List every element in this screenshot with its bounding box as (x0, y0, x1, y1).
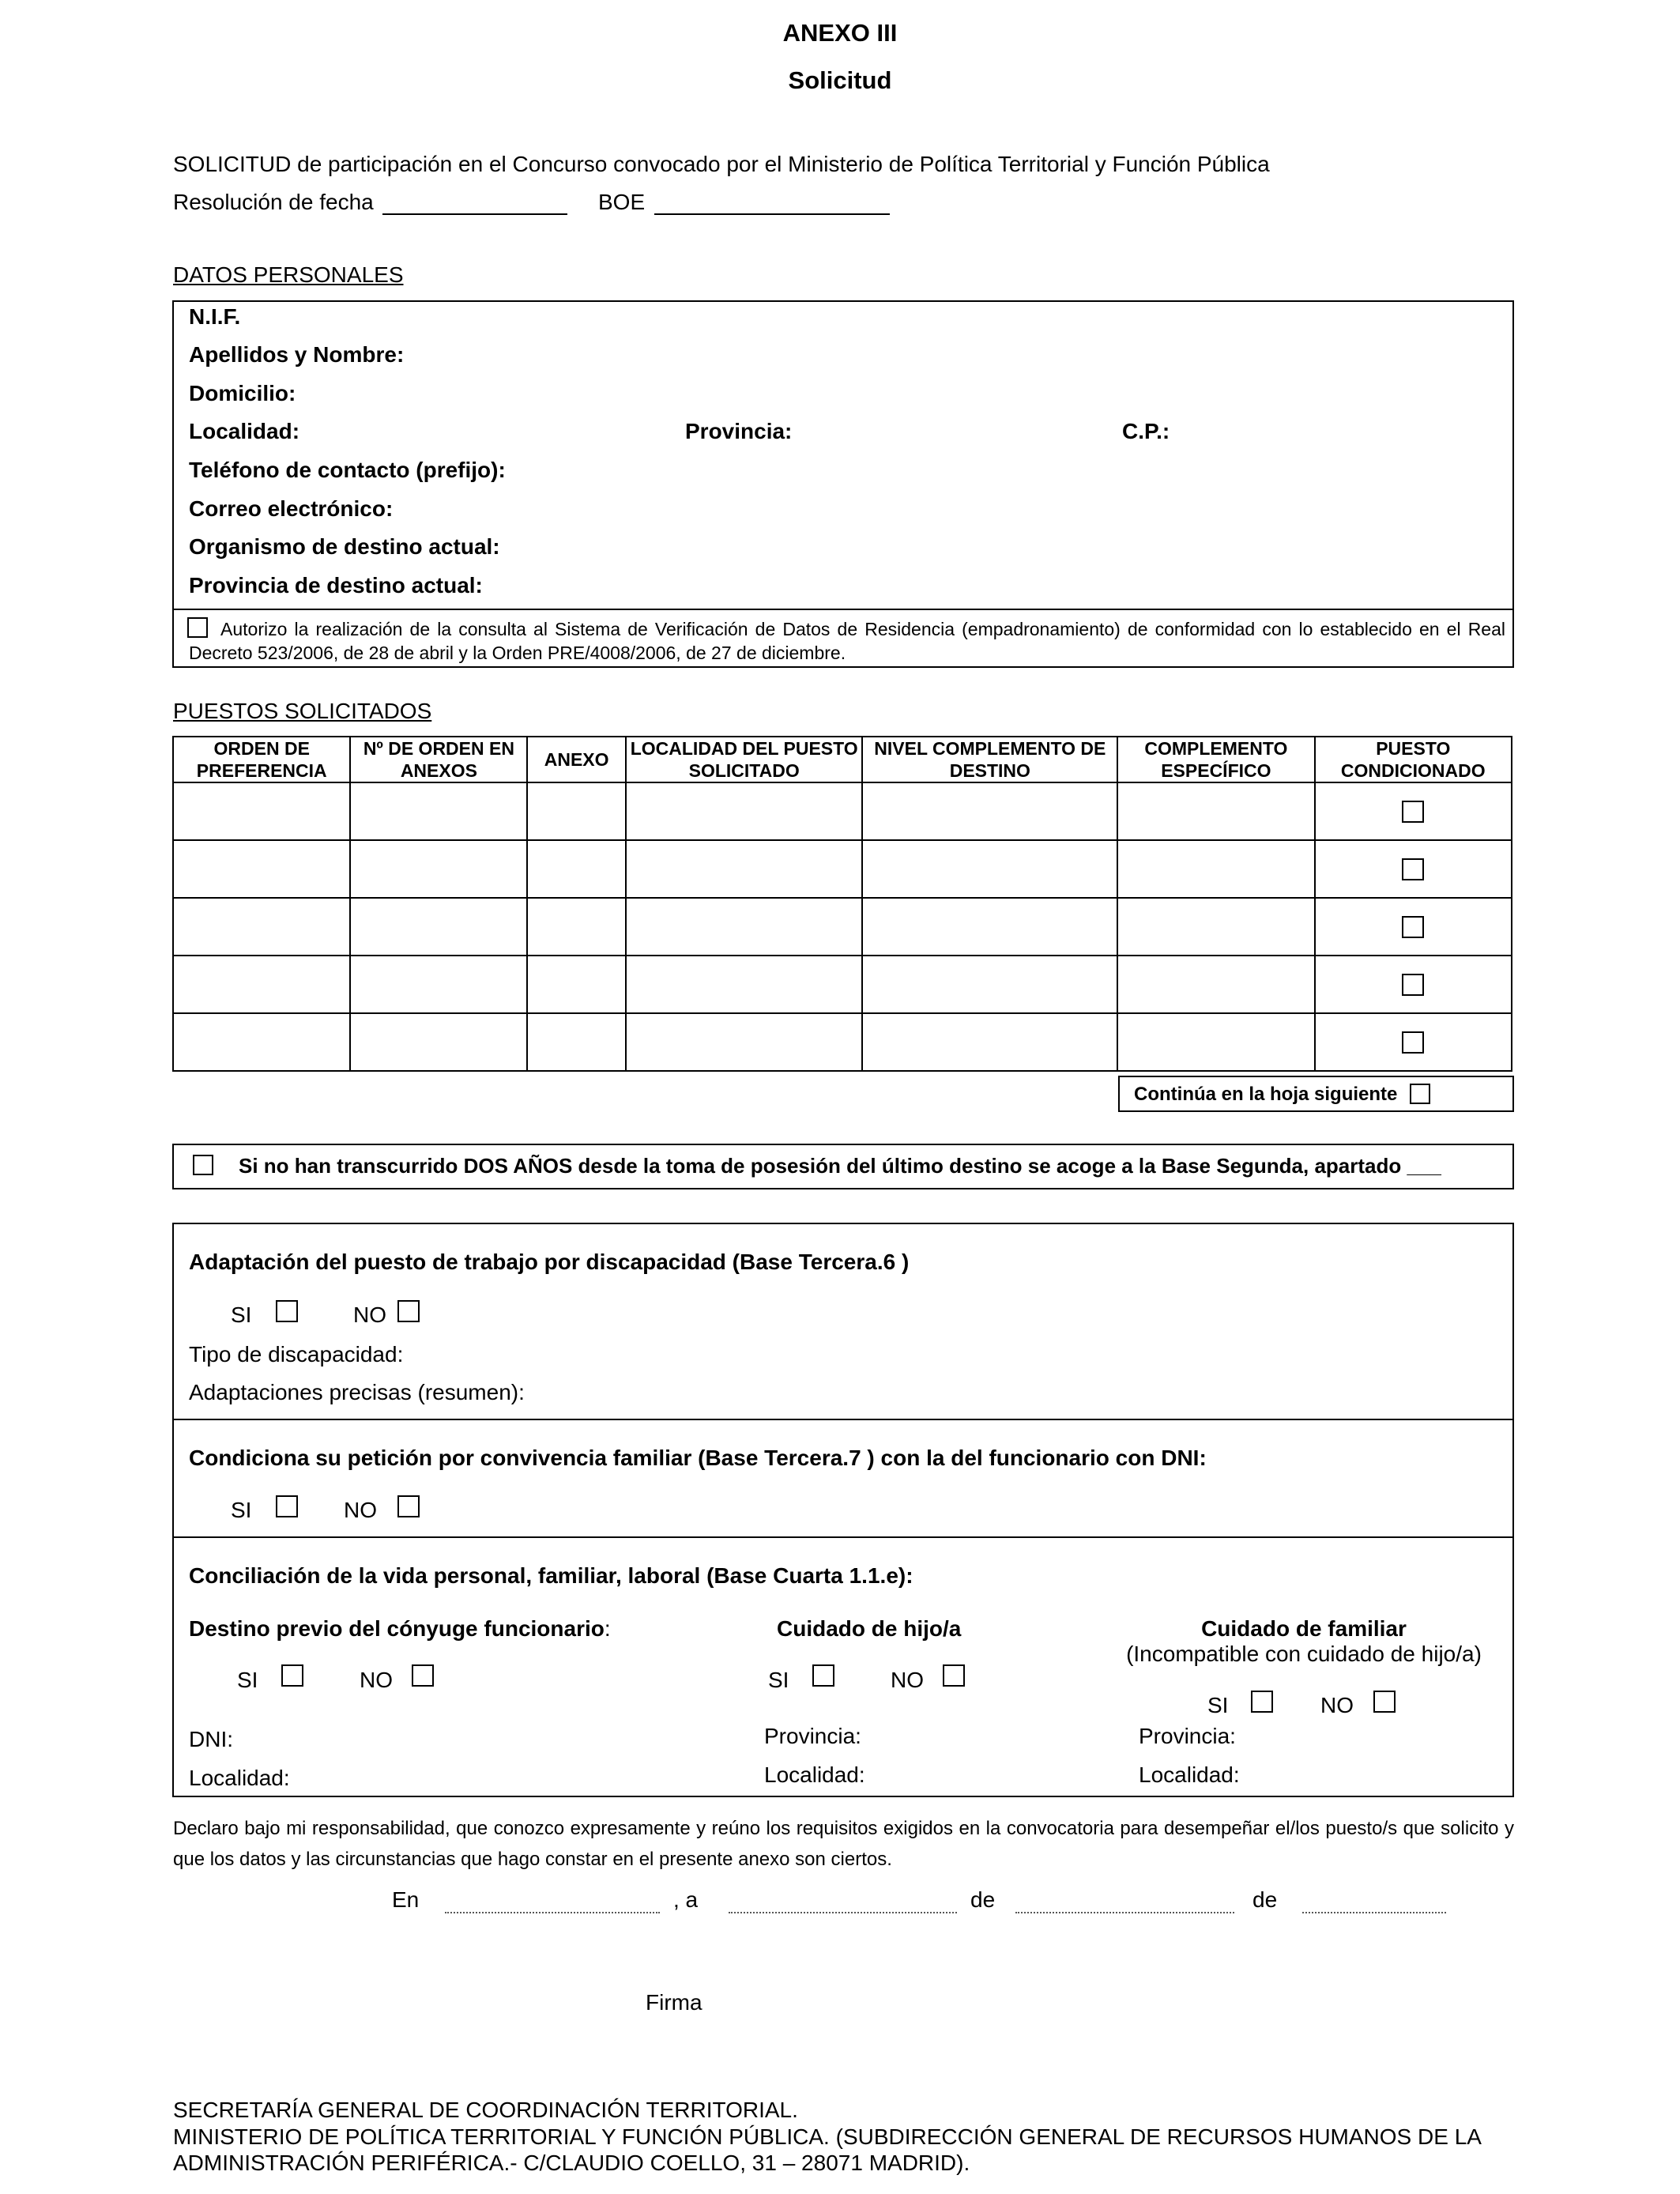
familiar-title: Cuidado de familiar (1201, 1616, 1407, 1641)
table-cell[interactable] (527, 1013, 626, 1071)
hijo-localidad-label: Localidad: (764, 1762, 865, 1787)
divider (172, 1536, 1514, 1538)
puestos-heading: PUESTOS SOLICITADOS (173, 699, 432, 723)
table-cell[interactable] (626, 1013, 863, 1071)
condiciona-si-label: SI (231, 1498, 252, 1522)
table-row (173, 840, 1512, 898)
conyuge-no-label: NO (360, 1668, 393, 1692)
adaptacion-no-checkbox[interactable] (397, 1300, 420, 1322)
continua-checkbox[interactable] (1410, 1084, 1430, 1104)
table-cell[interactable] (173, 956, 350, 1013)
table-cell[interactable] (350, 956, 527, 1013)
a-label: , a (673, 1887, 699, 1912)
table-header-row (173, 737, 1512, 782)
boe-label: BOE (598, 190, 646, 214)
adaptacion-si-label: SI (231, 1302, 252, 1327)
conyuge-si-label: SI (237, 1668, 258, 1692)
table-cell[interactable] (350, 898, 527, 956)
table-cell[interactable] (862, 840, 1117, 898)
conyuge-localidad-label: Localidad: (189, 1766, 290, 1790)
table-row (173, 956, 1512, 1013)
conyuge-no-checkbox[interactable] (412, 1664, 434, 1687)
dos-anos-checkbox[interactable] (193, 1155, 213, 1175)
tipo-discapacidad-label: Tipo de discapacidad: (189, 1342, 404, 1367)
condiciona-si-checkbox[interactable] (276, 1495, 298, 1517)
hijo-no-checkbox[interactable] (943, 1664, 965, 1687)
column-header: ORDEN DE PREFERENCIA (173, 737, 350, 782)
organismo-label: Organismo de destino actual: (189, 534, 500, 559)
adaptaciones-label: Adaptaciones precisas (resumen): (189, 1380, 525, 1404)
condicionado-checkbox[interactable] (1402, 916, 1424, 938)
puestos-table (172, 736, 1512, 1072)
continua-label: Continúa en la hoja siguiente (1134, 1084, 1398, 1105)
condiciona-title: Condiciona su petición por convivencia familiar (Base Tercera.7 ) con la del funcionario con DNI: (189, 1446, 1207, 1470)
de-label-1: de (970, 1887, 996, 1912)
table-cell[interactable] (626, 840, 863, 898)
table-cell[interactable] (350, 840, 527, 898)
table-row (173, 782, 1512, 840)
ano-field[interactable] (1302, 1912, 1446, 1913)
table-cell[interactable] (862, 956, 1117, 1013)
condicionado-checkbox[interactable] (1402, 974, 1424, 996)
column-header: PUESTO CONDICIONADO (1315, 737, 1512, 782)
condicionado-checkbox[interactable] (1402, 1031, 1424, 1054)
table-cell (1315, 898, 1512, 956)
hijo-si-label: SI (768, 1668, 789, 1692)
table-row (173, 1013, 1512, 1071)
resolucion-date-field[interactable] (382, 213, 567, 215)
table-cell[interactable] (626, 782, 863, 840)
adaptacion-si-checkbox[interactable] (276, 1300, 298, 1322)
familiar-no-checkbox[interactable] (1373, 1691, 1396, 1713)
conyuge-si-checkbox[interactable] (281, 1664, 303, 1687)
declaracion-text: Declaro bajo mi responsabilidad, que conozco expresamente y reúno los requisitos exigidos en la convocatoria para desempeñar el/los puesto/s que solicito y que los datos y las circunstancias que hago constar en el presente anexo son ciertos. (173, 1818, 1514, 1870)
page-title: ANEXO III (782, 19, 898, 47)
table-cell[interactable] (527, 898, 626, 956)
resolucion-label: Resolución de fecha (173, 190, 374, 214)
footer-line2: MINISTERIO DE POLÍTICA TERRITORIAL Y FUNCIÓN PÚBLICA. (SUBDIRECCIÓN GENERAL DE RECURSOS HUMANOS DE LA ADMINISTRACIÓN PERIFÉRICA.- C/CLAUDIO COELLO, 31 – 28071 MADRID). (173, 2124, 1481, 2175)
boe-field[interactable] (654, 213, 890, 215)
telefono-label: Teléfono de contacto (prefijo): (189, 458, 506, 482)
divider (172, 1419, 1514, 1420)
conyuge-title (189, 1616, 611, 1642)
column-header: NIVEL COMPLEMENTO DE DESTINO (862, 737, 1117, 782)
table-cell (1315, 956, 1512, 1013)
familiar-no-label: NO (1320, 1693, 1354, 1717)
table-cell[interactable] (173, 1013, 350, 1071)
localidad-label: Localidad: (189, 419, 300, 443)
cp-label: C.P.: (1122, 419, 1170, 443)
page-subtitle: Solicitud (788, 66, 892, 94)
familiar-provincia-label: Provincia: (1139, 1724, 1236, 1748)
domicilio-label: Domicilio: (189, 381, 296, 405)
dia-field[interactable] (729, 1912, 957, 1913)
footer-line1: SECRETARÍA GENERAL DE COORDINACIÓN TERRITORIAL. (173, 2098, 798, 2122)
table-cell[interactable] (173, 782, 350, 840)
provincia-label: Provincia: (685, 419, 793, 443)
condiciona-no-label: NO (344, 1498, 377, 1522)
column-header: LOCALIDAD DEL PUESTO SOLICITADO (626, 737, 863, 782)
provincia-destino-label: Provincia de destino actual: (189, 573, 483, 598)
hijo-provincia-label: Provincia: (764, 1724, 861, 1748)
correo-label: Correo electrónico: (189, 496, 394, 521)
table-cell[interactable] (862, 1013, 1117, 1071)
table-cell[interactable] (626, 898, 863, 956)
familiar-si-checkbox[interactable] (1251, 1691, 1273, 1713)
nif-label: N.I.F. (189, 304, 241, 329)
table-cell (1315, 840, 1512, 898)
hijo-si-checkbox[interactable] (812, 1664, 834, 1687)
table-cell[interactable] (862, 898, 1117, 956)
autorizo-text: Autorizo la realización de la consulta al Sistema de Verificación de Datos de Residencia (empadronamiento) de conformidad con lo establecido en el Real Decreto 523/2006, de 28 de abril y la Orden PRE/4008/2006, de 27 de diciembre. (189, 619, 1505, 663)
table-cell[interactable] (1117, 840, 1314, 898)
conciliacion-title: Conciliación de la vida personal, familiar, laboral (Base Cuarta 1.1.e): (189, 1563, 913, 1588)
table-cell[interactable] (1117, 956, 1314, 1013)
familiar-localidad-label: Localidad: (1139, 1762, 1240, 1787)
de-label-2: de (1252, 1887, 1278, 1912)
condicionado-checkbox[interactable] (1402, 858, 1424, 880)
table-cell[interactable] (1117, 898, 1314, 956)
table-cell[interactable] (527, 840, 626, 898)
table-cell (1315, 782, 1512, 840)
adaptacion-title: Adaptación del puesto de trabajo por discapacidad (Base Tercera.6 ) (189, 1250, 910, 1274)
divider (172, 609, 1514, 610)
table-cell[interactable] (527, 956, 626, 1013)
conyuge-title-colon: : (604, 1616, 611, 1641)
datos-personales-heading: DATOS PERSONALES (173, 262, 404, 287)
table-cell[interactable] (350, 1013, 527, 1071)
en-label: En (392, 1887, 420, 1912)
table-cell[interactable] (173, 898, 350, 956)
dni-label: DNI: (189, 1727, 233, 1751)
table-cell (1315, 1013, 1512, 1071)
column-header: Nº DE ORDEN EN ANEXOS (350, 737, 527, 782)
table-cell[interactable] (862, 782, 1117, 840)
table-cell[interactable] (527, 782, 626, 840)
hijo-no-label: NO (891, 1668, 924, 1692)
table-cell[interactable] (350, 782, 527, 840)
hijo-title: Cuidado de hijo/a (777, 1616, 962, 1641)
column-header: COMPLEMENTO ESPECÍFICO (1117, 737, 1314, 782)
firma-label: Firma (646, 1990, 703, 2015)
intro-line: SOLICITUD de participación en el Concurso convocado por el Ministerio de Política Territorial y Función Pública (173, 152, 1270, 176)
dos-anos-text: Si no han transcurrido DOS AÑOS desde la toma de posesión del último destino se acoge a la Base Segunda, apartado ___ (239, 1154, 1441, 1178)
condicionado-checkbox[interactable] (1402, 801, 1424, 823)
apellidos-label: Apellidos y Nombre: (189, 342, 405, 367)
lugar-field[interactable] (445, 1912, 660, 1913)
familiar-subtitle: (Incompatible con cuidado de hijo/a) (1126, 1642, 1482, 1666)
conyuge-title-text: Destino previo del cónyuge funcionario (189, 1616, 605, 1641)
mes-field[interactable] (1015, 1912, 1234, 1913)
familiar-si-label: SI (1207, 1693, 1229, 1717)
table-cell[interactable] (626, 956, 863, 1013)
table-cell[interactable] (1117, 782, 1314, 840)
column-header: ANEXO (527, 737, 626, 782)
adaptacion-no-label: NO (353, 1302, 386, 1327)
table-cell[interactable] (1117, 1013, 1314, 1071)
condiciona-no-checkbox[interactable] (397, 1495, 420, 1517)
table-row (173, 898, 1512, 956)
table-cell[interactable] (173, 840, 350, 898)
